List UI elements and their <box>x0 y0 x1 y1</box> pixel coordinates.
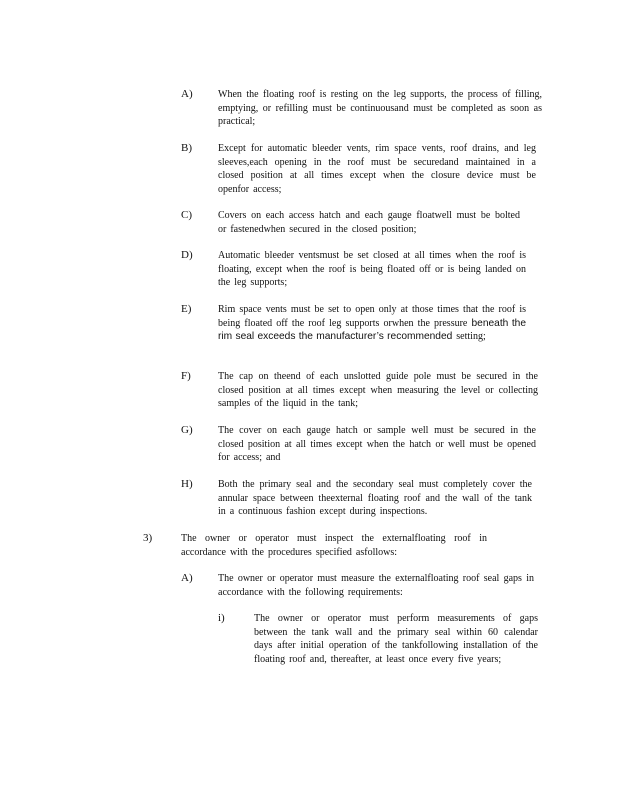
item-text: The cover on each gauge hatch or sample well must be secured in the closed position at all times except when the hatch or well must be opened for access; and <box>218 425 536 463</box>
item-marker: A) <box>181 572 193 584</box>
item-text-part: beneath the rim seal exceeds the manufacturer’s recommended <box>218 317 526 342</box>
item-text: Both the primary seal and the secondary seal must completely cover the annular space between theexternal floating roof and the wall of the tank in a continuous fashion except during inspections. <box>218 479 532 517</box>
item-text: Except for automatic bleeder vents, rim space vents, roof drains, and leg sleeves,each opening in the roof must be securedand maintained in a closed position at all times except when the closure device must be openfor access; <box>218 143 536 195</box>
item-text: The cap on theend of each unslotted guide pole must be secured in the closed position at all times except when measuring the level or collecting samples of the liquid in the tank; <box>218 371 538 409</box>
item-marker: 3) <box>143 532 153 544</box>
item-text: The owner or operator must perform measurements of gaps between the tank wall and the primary seal within 60 calendar days after initial operation of the tankfollowing installation of the floating roof and, thereafter, at least once every five years; <box>254 613 538 665</box>
item-marker: G) <box>181 424 193 436</box>
item-marker: A) <box>181 88 193 100</box>
item-marker: C) <box>181 209 192 221</box>
item-marker: i) <box>218 612 225 624</box>
item-marker: E) <box>181 303 192 315</box>
item-marker: D) <box>181 249 193 261</box>
item-text <box>218 303 530 344</box>
item-text: Automatic bleeder ventsmust be set closed at all times when the roof is floating, except when the roof is being floated off or is being landed on the leg supports; <box>218 250 526 288</box>
item-text-part: setting; <box>456 331 486 342</box>
item-text: Covers on each access hatch and each gauge floatwell must be bolted or fastenedwhen secured in the closed position; <box>218 210 520 235</box>
item-text: The owner or operator must inspect the externalfloating roof in accordance with the procedures specified asfollows: <box>181 533 487 558</box>
item-text: When the floating roof is resting on the leg supports, the process of filling, emptying, or refilling must be continuousand must be completed as soon as practical; <box>218 89 542 127</box>
item-text: The owner or operator must measure the externalfloating roof seal gaps in accordance with the following requirements: <box>218 573 534 598</box>
item-marker: B) <box>181 142 192 154</box>
item-marker: H) <box>181 478 193 490</box>
item-text-part: Rim space vents must be set to open only at those times that the roof is being floated off the roof leg supports orwhen the pressure <box>218 304 530 329</box>
item-marker: F) <box>181 370 191 382</box>
